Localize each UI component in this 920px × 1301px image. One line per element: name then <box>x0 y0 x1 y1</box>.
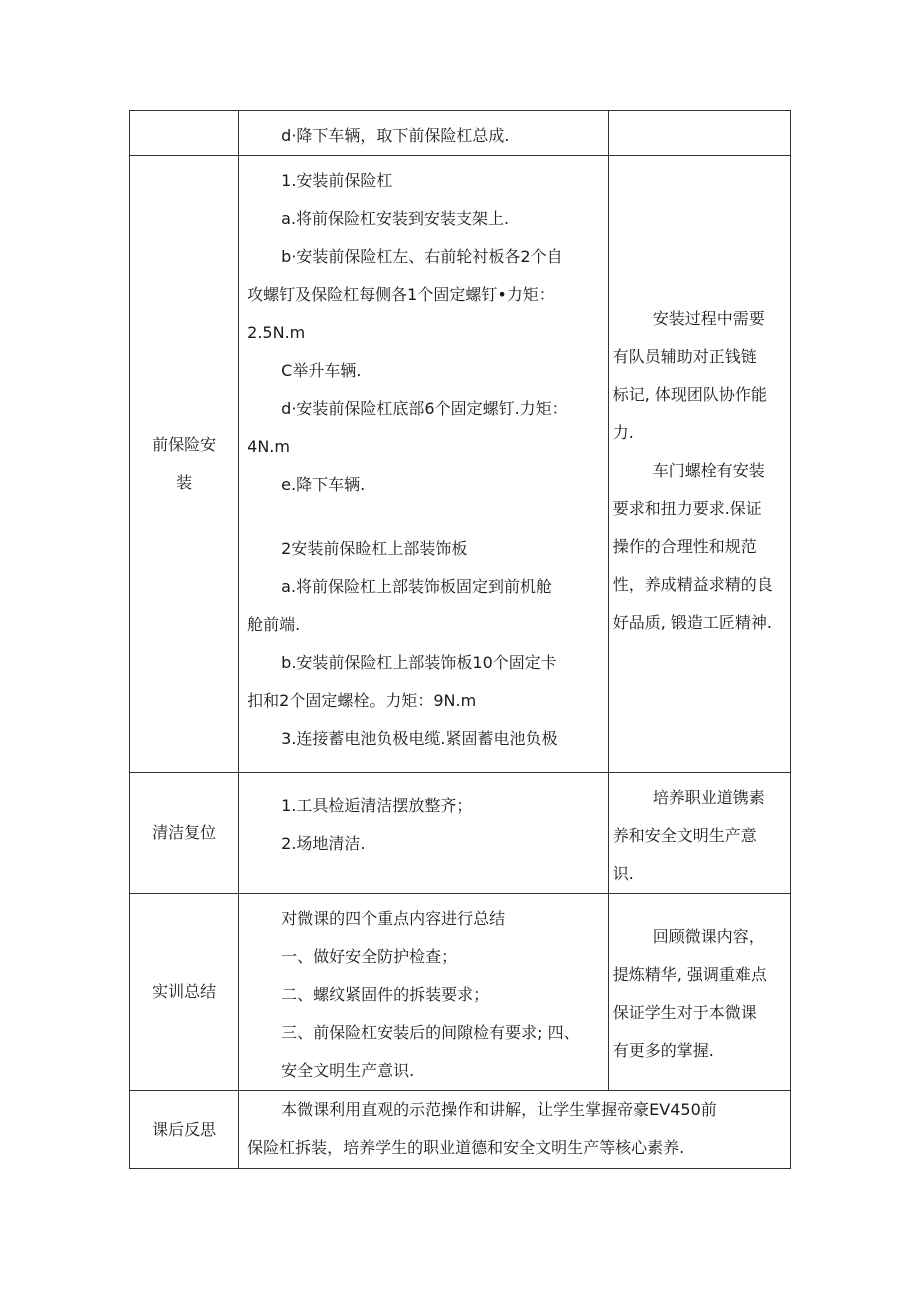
content-line: 本微课利用直观的示范操作和讲解，让学生掌握帝豪EV450前 <box>281 1100 717 1119</box>
content-line: 1.安装前保险杠 <box>281 171 393 190</box>
note-line: 安装过程中需要 <box>652 309 765 328</box>
content-line: 2.场地清洁. <box>281 834 366 853</box>
reflection-cell <box>239 1091 791 1169</box>
note-line: 有更多的掌握. <box>612 1041 714 1060</box>
stage-label: 课后反思 <box>152 1119 217 1139</box>
note-line: 车门螺栓有安装 <box>652 461 765 480</box>
lesson-plan-table <box>129 110 791 1169</box>
stage-label: 前保险安 装 <box>152 435 217 492</box>
content-cell <box>239 111 609 156</box>
content-line: 一、做好安全防护检查； <box>281 947 458 966</box>
note-line: 回顾微课内容， <box>652 927 765 946</box>
content-line: a.将前保险杠安装到安装支架上. <box>281 209 510 228</box>
note-line: 有队员辅助对正钱链 <box>612 347 757 366</box>
stage-label-cell <box>130 1091 239 1169</box>
note-cell <box>608 894 790 1091</box>
stage-label-cell <box>130 894 239 1091</box>
content-line: 2安装前保睑杠上部装饰板 <box>281 539 468 558</box>
note-cell <box>608 111 790 156</box>
note-cell <box>608 156 790 773</box>
content-line: d·降下车辆，取下前保险杠总成. <box>281 126 510 145</box>
content-line: 对微课的四个重点内容进行总结 <box>281 909 506 928</box>
table-row <box>130 894 791 1091</box>
stage-label: 实训总结 <box>152 982 217 1001</box>
note-line: 养和安全文明生产意 <box>612 826 757 845</box>
content-line: 保险杠拆装，培养学生的职业道德和安全文明生产等核心素养. <box>247 1138 685 1157</box>
content-line: b.安装前保险杠上部装饰板10个固定卡 <box>281 653 557 672</box>
content-line: b·安装前保险杠左、右前轮衬板各2个自 <box>281 247 563 266</box>
note-line: 标记, 体现团队协作能 <box>612 385 767 404</box>
content-line: a.将前保险杠上部装饰板固定到前机舱 <box>281 577 553 596</box>
table-row <box>130 1091 791 1169</box>
note-line: 操作的合理性和规范 <box>612 537 757 556</box>
stage-label: 清洁复位 <box>152 823 217 842</box>
table-row <box>130 111 791 156</box>
content-line: 安全文明生产意识. <box>281 1061 415 1080</box>
note-line: 识. <box>612 864 634 883</box>
content-line: C举升车辆. <box>281 361 362 380</box>
content-line: 舱前端. <box>247 615 301 634</box>
table-row <box>130 773 791 894</box>
note-cell <box>608 773 790 894</box>
content-line: 攻螺钉及保险杠每侧各1个固定螺钉•力矩： <box>247 285 555 304</box>
content-cell <box>239 894 609 1091</box>
content-line: 4N.m <box>247 437 290 456</box>
note-line: 性，养成精益求精的良 <box>612 575 773 594</box>
content-line: 三、前保险杠安装后的间隙检有要求; 四、 <box>281 1023 580 1042</box>
stage-label-cell <box>130 773 239 894</box>
note-line: 保证学生对于本微课 <box>612 1003 757 1022</box>
content-line: 扣和2个固定螺栓。力矩：9N.m <box>247 691 477 710</box>
note-line: 力. <box>612 423 634 442</box>
content-line: 2.5N.m <box>247 323 306 342</box>
content-line: 3.连接蓄电池负极电缆.紧固蓄电池负极 <box>281 729 558 748</box>
stage-label-cell <box>130 156 239 773</box>
stage-label-cell <box>130 111 239 156</box>
note-line: 要求和扭力要求.保证 <box>612 499 762 518</box>
table-row <box>130 156 791 773</box>
content-cell <box>239 773 609 894</box>
content-line: 二、螺纹紧固件的拆装要求； <box>281 985 490 1004</box>
note-line: 培养职业道镌素 <box>652 788 765 807</box>
content-cell <box>239 156 609 773</box>
content-line: d·安装前保险杠底部6个固定螺钉.力矩： <box>281 399 568 418</box>
content-line: 1.工具检逅清洁摆放整齐； <box>281 796 473 815</box>
content-line: e.降下车辆. <box>281 475 366 494</box>
note-line: 好品质, 锻造工匠精神. <box>612 613 772 632</box>
note-line: 提炼精华, 强调重难点 <box>612 965 767 984</box>
